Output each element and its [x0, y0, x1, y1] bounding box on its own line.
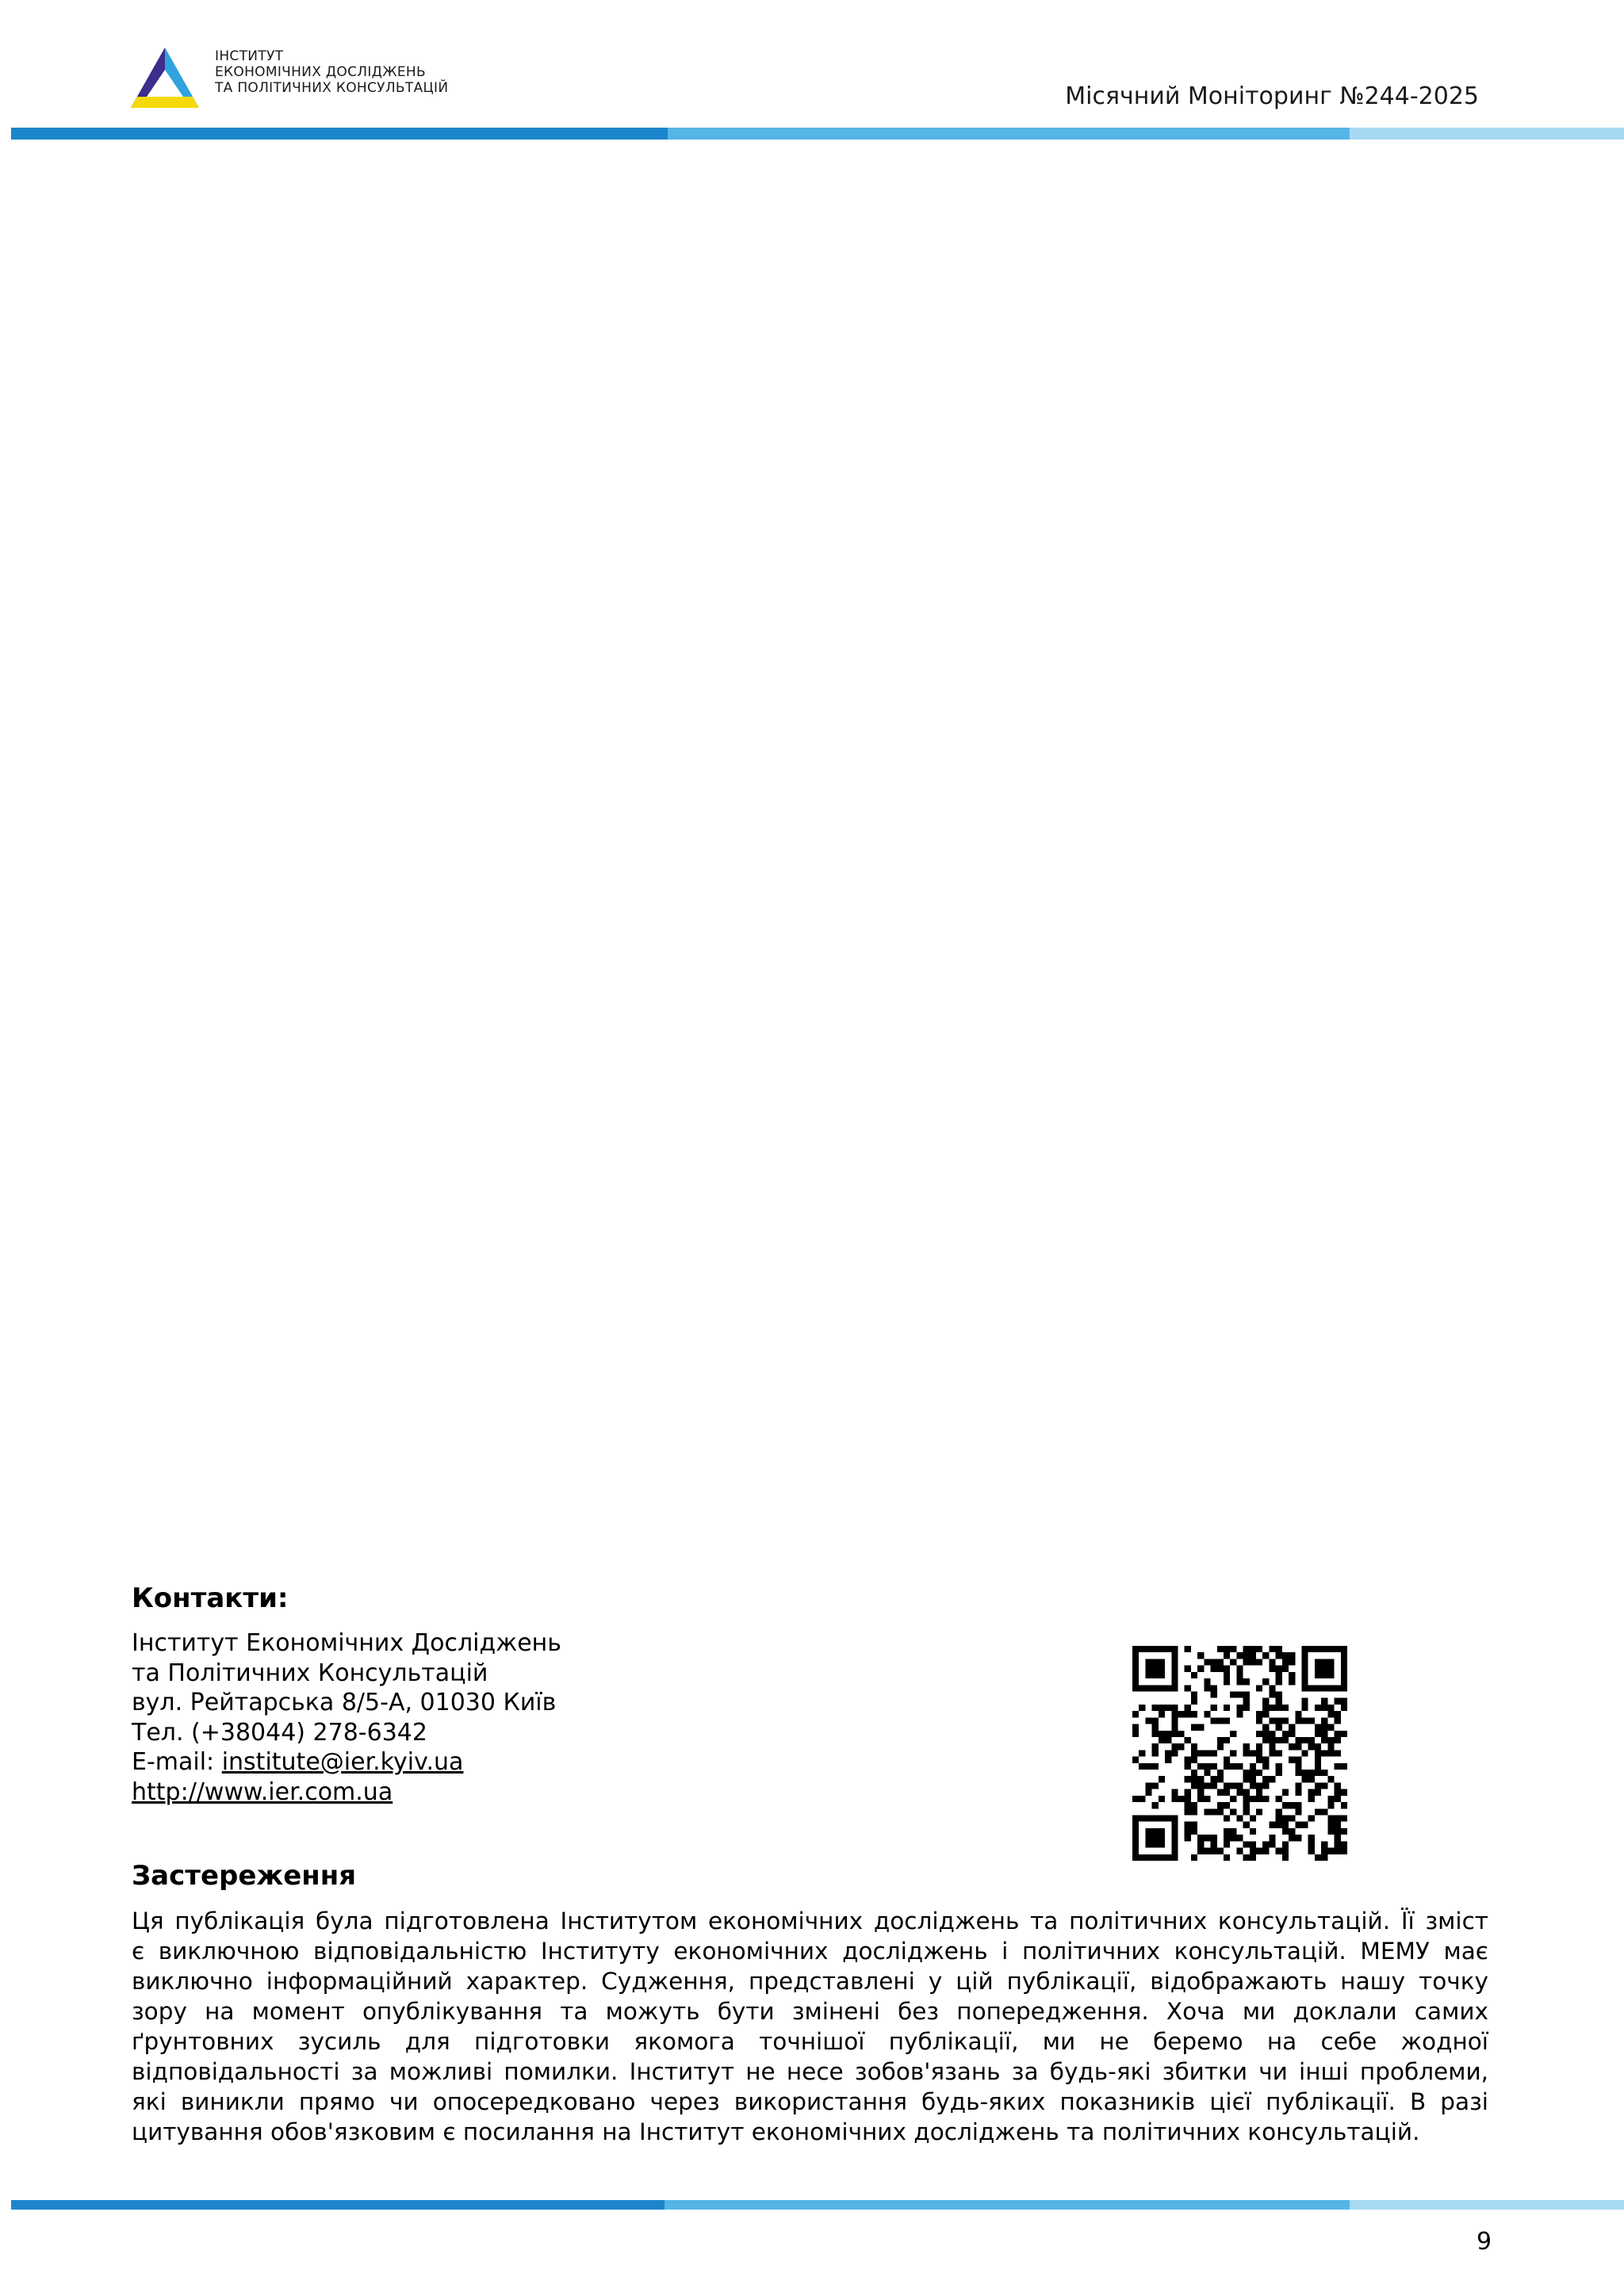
report-title: Місячний Моніторинг №244-2025 — [1065, 82, 1479, 110]
contacts-block — [132, 1628, 561, 1807]
disclaimer-line: є виключною відповідальністю Інституту економічних досліджень і політичних консультацій. МЕМУ має — [132, 1938, 1488, 1965]
institute-logo-text — [215, 48, 448, 96]
contacts-heading: Контакти: — [132, 1582, 289, 1614]
email-link[interactable]: institute@ier.kyiv.ua — [221, 1748, 464, 1776]
logo-line: ІНСТИТУТ — [215, 48, 284, 64]
logo-line: ТА ПОЛІТИЧНИХ КОНСУЛЬТАЦІЙ — [215, 80, 449, 96]
contact-line: Інститут Економічних Досліджень — [132, 1629, 561, 1657]
contact-line: Тел. (+38044) 278-6342 — [132, 1718, 427, 1747]
page-number: 9 — [1477, 2228, 1492, 2256]
disclaimer-line: зору на момент опублікування та можуть бути змінені без попередження. Хоча ми доклали самих — [132, 1998, 1488, 2025]
disclaimer-line: Ця публікація була підготовлена Інститутом економічних досліджень та політичних консультацій. Її зміст — [132, 1908, 1488, 1934]
header-divider — [11, 128, 1624, 140]
disclaimer-line: цитування обов'язковим є посилання на Інститут економічних досліджень та політичних консультацій. — [132, 2118, 1420, 2145]
disclaimer-heading: Застереження — [132, 1860, 357, 1892]
footer-divider — [11, 2200, 1624, 2210]
institute-logo-icon — [129, 46, 201, 109]
disclaimer-text — [132, 1906, 1488, 2147]
qr-code-icon — [1132, 1646, 1347, 1861]
contact-line: вул. Рейтарська 8/5-А, 01030 Київ — [132, 1689, 557, 1716]
disclaimer-line: відповідальності за можливі помилки. Інститут не несе зобов'язань за будь-які збитки чи інші проблеми, — [132, 2058, 1488, 2085]
contact-line: та Політичних Консультацій — [132, 1659, 488, 1687]
logo-line: ЕКОНОМІЧНИХ ДОСЛІДЖЕНЬ — [215, 64, 426, 80]
disclaimer-line: ґрунтовних зусиль для підготовки якомога точнішої публікації, ми не беремо на себе жодної — [132, 2028, 1488, 2055]
email-line — [132, 1747, 561, 1777]
disclaimer-line: виключно інформаційний характер. Судження, представлені у цій публікації, відображають нашу точку — [132, 1968, 1488, 1995]
disclaimer-line: які виникли прямо чи опосередковано через використання будь-яких показників цієї публікації. В разі — [132, 2088, 1488, 2115]
website-link[interactable]: http://www.ier.com.ua — [132, 1777, 393, 1806]
email-label: E-mail: — [132, 1748, 222, 1776]
